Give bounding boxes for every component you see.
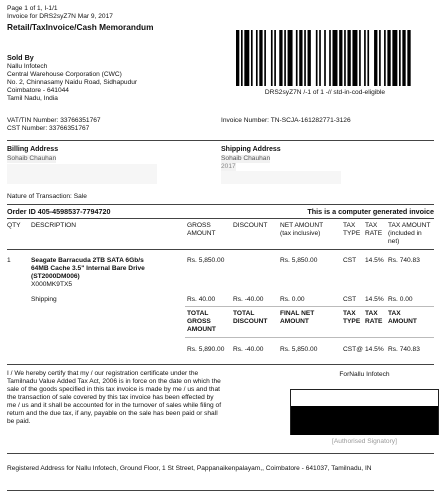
barcode-bar [399, 30, 401, 86]
barcode-bar [279, 30, 282, 86]
barcode [236, 30, 414, 86]
divider [7, 453, 434, 454]
barcode-bar [402, 30, 405, 86]
shipping-tax-amount: Rs. 0.00 [388, 296, 413, 303]
barcode-bar [304, 30, 306, 86]
total-tax-type: CST@ [343, 346, 363, 353]
col-header-tax-amount: TAX AMOUNT (included in net) [388, 222, 431, 246]
billing-heading: Billing Address [7, 146, 59, 153]
shipping-discount: Rs. -40.00 [233, 296, 264, 303]
item-sku: X000MK9TX5 [31, 281, 73, 289]
shipping-gross: Rs. 40.00 [187, 296, 216, 303]
barcode-bar [264, 30, 266, 86]
shipping-net: Rs. 0.00 [280, 296, 305, 303]
nature-of-transaction: Nature of Transaction: Sale [7, 193, 87, 200]
seller-block [7, 54, 137, 103]
shipping-heading: Shipping Address [221, 146, 281, 153]
barcode-bar [392, 30, 397, 86]
invoice-for: Invoice for DRS2syZ7N Mar 9, 2017 [7, 13, 113, 21]
barcode-bar [329, 30, 331, 86]
divider [7, 140, 434, 141]
total-discount: Rs. -40.00 [233, 346, 264, 353]
divider [7, 364, 434, 365]
col-header-net: NET AMOUNT (tax inclusive) [280, 222, 324, 238]
certification-text: I / We hereby certify that my / our registration certificate under the Tamilnadu Value Added Tax Act, 2006 is in force on the date on which the sale of the goods specified in this tax invoice is made by me / us and that the transaction of sale covered by this tax invoice has been effected by me / us and it shall be accounted for in the turnover of sales while filing of return and the due tax, if any, payable on the sale has been paid or shall be paid. [7, 370, 222, 426]
divider [7, 249, 434, 250]
barcode-bar [251, 30, 253, 86]
item-tax-type: CST [343, 257, 357, 264]
document-title: Retail/TaxInvoice/Cash Memorandum [7, 22, 154, 33]
invoice-header [7, 5, 153, 32]
order-id: Order ID 405-4598537-7794720 [7, 207, 111, 216]
total-tax-amount: Rs. 740.83 [388, 346, 420, 353]
barcode-bar [241, 30, 243, 86]
barcode-bar [319, 30, 321, 86]
barcode-bar [296, 30, 298, 86]
computer-generated-notice: This is a computer generated invoice [307, 207, 434, 216]
vat-tin-number: VAT/TIN Number: 33766351767 [7, 117, 101, 124]
barcode-bar [387, 30, 390, 86]
barcode-bar [316, 30, 318, 86]
final-net-header: FINAL NET AMOUNT [280, 310, 315, 326]
invoice-number: Invoice Number: TN-SCJA-161282771-3126 [221, 117, 351, 124]
col-header-qty: QTY [7, 222, 21, 229]
shipping-name: Sohaib Chauhan [221, 155, 271, 162]
registered-address: Registered Address for Nallu Infotech, Ground Floor, 1 St Street, Pappanaikenpalayam,, Coimbatore - 641037, Tamilnadu, IN [7, 465, 372, 472]
barcode-bar [364, 30, 366, 86]
divider [185, 306, 434, 307]
barcode-bar [352, 30, 357, 86]
barcode-bar [284, 30, 286, 86]
barcode-bar [299, 30, 302, 86]
barcode-bar [367, 30, 369, 86]
authorised-signatory-caption: [Authorised Signatory] [332, 438, 397, 445]
signature-image [291, 406, 438, 435]
signature-box [290, 389, 439, 435]
divider [185, 337, 434, 338]
item-gross: Rs. 5,850.00 [187, 257, 225, 264]
barcode-bar [339, 30, 342, 86]
divider [7, 204, 434, 205]
barcode-bar [308, 30, 311, 86]
shipping-tax-type: CST [343, 296, 357, 303]
item-net: Rs. 5,850.00 [280, 257, 318, 264]
barcode-bar [384, 30, 386, 86]
total-gross: Rs. 5,890.00 [187, 346, 225, 353]
seller-heading: Sold By [7, 53, 34, 62]
item-tax-rate: 14.5% [365, 257, 384, 264]
barcode-bar [379, 30, 381, 86]
total-tax-rate: 14.5% [365, 346, 384, 353]
col-header-description: DESCRIPTION [31, 222, 77, 229]
signatory-for-label: ForNallu Infotech [339, 371, 390, 378]
item-tax-amount: Rs. 740.83 [388, 257, 420, 264]
seller-line: No. 2, Chinnasamy Naidu Road, Sidhapudur [7, 78, 138, 86]
seller-line: Tamil Nadu, India [7, 94, 58, 102]
item-description: Seagate Barracuda 2TB SATA 6Gb/s 64MB Cache 3.5" Internal Bare Drive (ST2000DM006) X000MK9TX5 [31, 257, 145, 289]
cst-number: CST Number: 33766351767 [7, 125, 90, 132]
col-header-discount: DISCOUNT [233, 222, 268, 229]
shipping-line: 2017 [221, 163, 236, 170]
item-qty: 1 [7, 257, 11, 264]
shipping-label: Shipping [31, 296, 57, 303]
barcode-bar [236, 30, 239, 86]
seller-line: Coimbatore - 641044 [7, 86, 69, 94]
col-header-gross: GROSS AMOUNT [187, 222, 216, 238]
barcode-bar [344, 30, 346, 86]
seller-line: Nallu Infotech [7, 62, 48, 70]
seller-line: Central Warehouse Corporation (CWC) [7, 70, 122, 78]
barcode-bar [288, 30, 293, 86]
total-tax-rate-header: TAX RATE [365, 310, 383, 326]
barcode-bar [259, 30, 262, 86]
total-net: Rs. 5,850.00 [280, 346, 318, 353]
col-header-tax-type: TAX TYPE [343, 222, 361, 238]
redacted-block [221, 171, 341, 184]
total-tax-amount-header: TAX AMOUNT [388, 310, 417, 326]
barcode-bar [332, 30, 337, 86]
barcode-bar [407, 30, 410, 86]
page-info: Page 1 of 1, I-1/1 [7, 5, 58, 12]
barcode-bar [347, 30, 350, 86]
total-gross-header: TOTAL GROSS AMOUNT [187, 310, 216, 334]
redacted-block [7, 164, 157, 184]
barcode-bar [374, 30, 377, 86]
barcode-bar [244, 30, 249, 86]
barcode-bar [271, 30, 273, 86]
total-tax-type-header: TAX TYPE [343, 310, 361, 326]
barcode-bar [324, 30, 326, 86]
barcode-bar [359, 30, 361, 86]
barcode-bar [256, 30, 258, 86]
shipping-tax-rate: 14.5% [365, 296, 384, 303]
col-header-tax-rate: TAX RATE [365, 222, 383, 238]
divider [7, 218, 434, 219]
barcode-caption: DRS2syZ7N /-1 of 1 -// std-in-cod-eligible [264, 89, 386, 96]
total-discount-header: TOTAL DISCOUNT [233, 310, 268, 326]
barcode-bar [274, 30, 276, 86]
billing-name: Sohaib Chauhan [7, 155, 57, 162]
divider [7, 490, 434, 491]
